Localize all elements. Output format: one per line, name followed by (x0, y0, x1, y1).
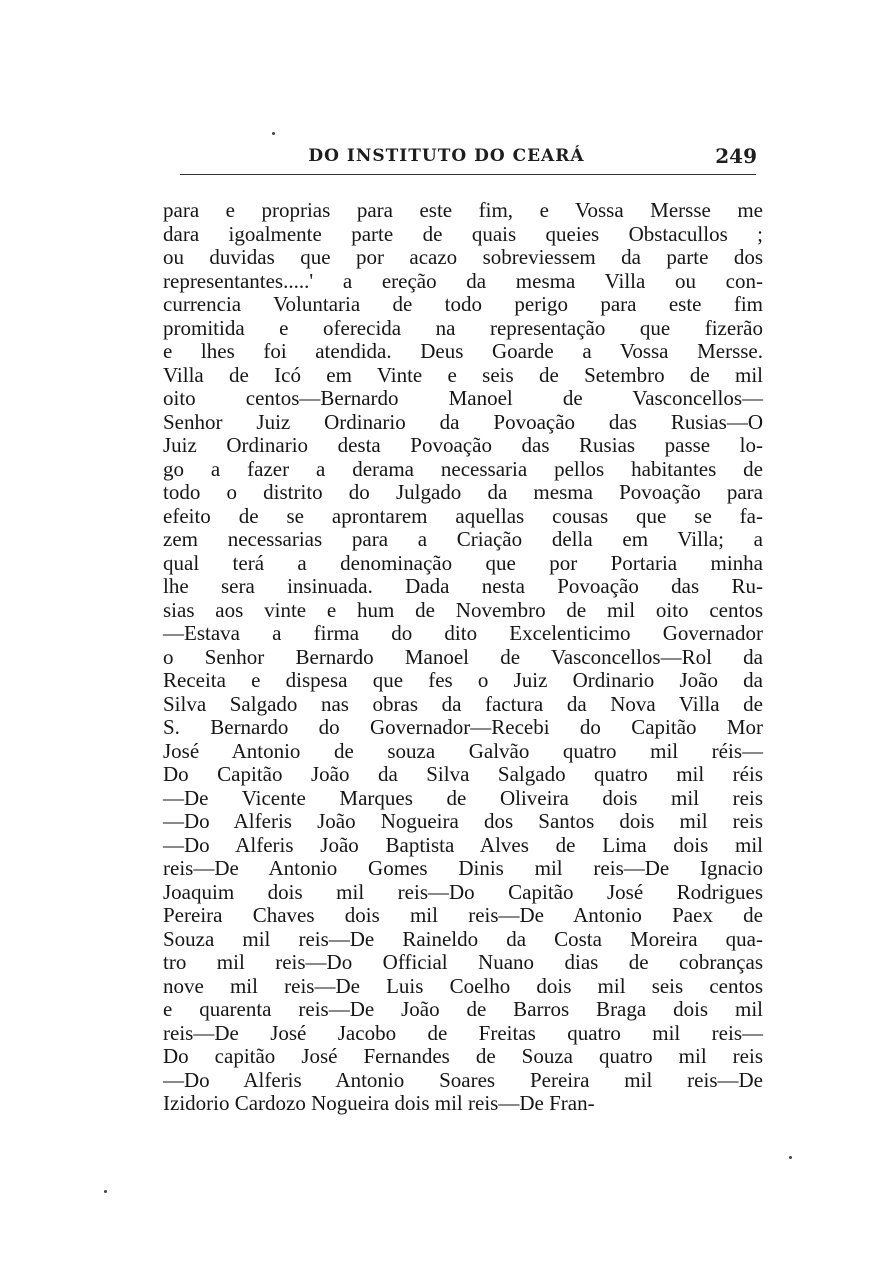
text-line: Receita e dispesa que fes o Juiz Ordinario João da (163, 668, 763, 692)
text-line: Silva Salgado nas obras da factura da Nova Villa de (163, 691, 763, 716)
text-line: —Do Alferis Antonio Soares Pereira mil reis—De (163, 1067, 763, 1092)
text-line: lhe sera insinuada. Dada nesta Povoação das Ru- (163, 574, 763, 598)
header-rule (180, 174, 756, 175)
body-text (163, 199, 763, 1116)
text-line: Pereira Chaves dois mil reis—De Antonio Paex de (163, 903, 763, 927)
text-line: representantes.....' a ereção da mesma Villa ou con- (163, 268, 763, 293)
text-line: Villa de Icó em Vinte e seis de Setembro de mil (163, 362, 763, 387)
text-line: qual terá a denominação que por Portaria minha (163, 550, 763, 575)
text-line: —Estava a firma do dito Excelenticimo Governador (163, 621, 763, 645)
text-line: currencia Voluntaria de todo perigo para este fim (163, 292, 763, 316)
text-line: Juiz Ordinario desta Povoação das Rusias passe lo- (163, 433, 763, 457)
text-line: para e proprias para este fim, e Vossa Mersse me (163, 198, 763, 222)
text-line: efeito de se aprontarem aquellas cousas que se fa- (163, 503, 763, 528)
scan-speck (272, 132, 275, 135)
text-line: Do capitão José Fernandes de Souza quatro mil reis (163, 1044, 763, 1068)
text-line: oito centos—Bernardo Manoel de Vasconcellos— (163, 386, 763, 410)
text-line: Souza mil reis—De Raineldo da Costa Moreira qua- (163, 926, 763, 951)
text-line: —Do Alferis João Baptista Alves de Lima dois mil (163, 832, 763, 857)
text-line: todo o distrito do Julgado da mesma Povoação para (163, 480, 763, 504)
text-line: reis—De Antonio Gomes Dinis mil reis—De Ignacio (163, 856, 763, 880)
text-line: José Antonio de souza Galvão quatro mil réis— (163, 738, 763, 763)
running-header-title: DO INSTITUTO DO CEARÁ (308, 146, 585, 166)
text-line: —Do Alferis João Nogueira dos Santos dois mil reis (163, 809, 763, 833)
text-line: Do Capitão João da Silva Salgado quatro mil réis (163, 762, 763, 786)
text-line: dara igoalmente parte de quais queies Obstacullos ; (163, 221, 763, 246)
text-line: go a fazer a derama necessaria pellos habitantes de (163, 456, 763, 481)
text-line: ou duvidas que por acazo sobreviessem da parte dos (163, 245, 763, 269)
text-line: tro mil reis—Do Official Nuano dias de cobranças (163, 950, 763, 974)
scan-speck (789, 1156, 792, 1159)
page-number: 249 (715, 144, 757, 168)
text-line: promitida e oferecida na representação que fizerão (163, 315, 763, 340)
text-line: e quarenta reis—De João de Barros Braga dois mil (163, 997, 763, 1021)
text-line: o Senhor Bernardo Manoel de Vasconcellos—Rol da (163, 644, 763, 669)
text-line: Izidorio Cardozo Nogueira dois mil reis—De Fran- (163, 1091, 595, 1115)
text-line: reis—De José Jacobo de Freitas quatro mil reis— (163, 1020, 763, 1045)
text-line: Senhor Juiz Ordinario da Povoação das Rusias—O (163, 409, 763, 434)
text-line: Joaquim dois mil reis—Do Capitão José Rodrigues (163, 879, 763, 904)
text-line: sias aos vinte e hum de Novembro de mil oito centos (163, 597, 763, 622)
text-line: zem necessarias para a Criação della em Villa; a (163, 527, 763, 551)
text-line: —De Vicente Marques de Oliveira dois mil reis (163, 785, 763, 810)
text-line: S. Bernardo do Governador—Recebi do Capitão Mor (163, 715, 763, 739)
scan-speck (104, 1190, 107, 1193)
text-line: nove mil reis—De Luis Coelho dois mil seis centos (163, 973, 763, 998)
text-line: e lhes foi atendida. Deus Goarde a Vossa Mersse. (163, 339, 763, 363)
